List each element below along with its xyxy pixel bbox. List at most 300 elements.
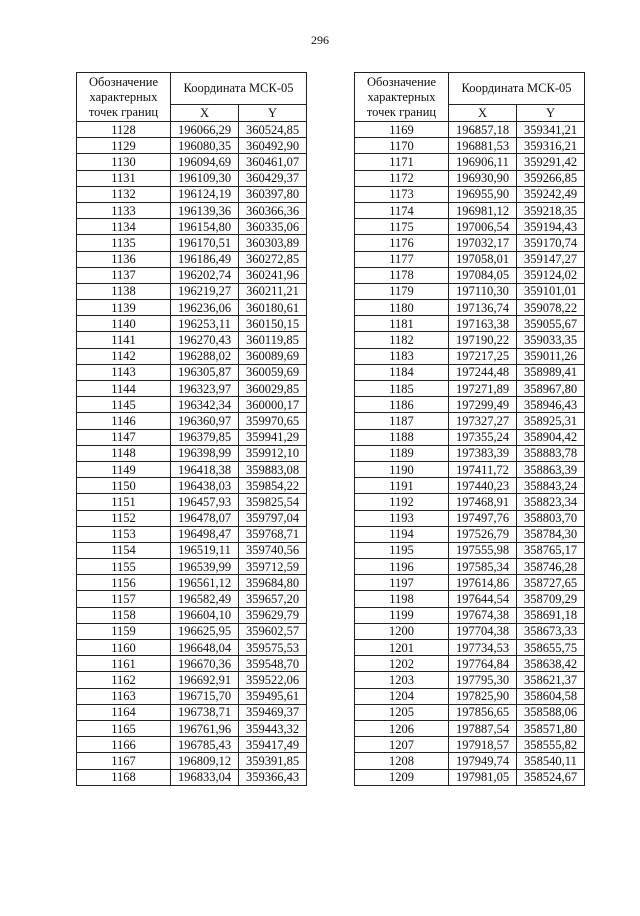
point-number-cell: 1207 xyxy=(355,737,449,753)
page-number: 296 xyxy=(311,33,329,47)
y-coordinate-cell: 359170,74 xyxy=(517,235,585,251)
table-row xyxy=(355,494,585,510)
point-number-cell: 1133 xyxy=(77,202,171,218)
y-coordinate-cell: 359266,85 xyxy=(517,170,585,186)
y-coordinate-cell: 360211,21 xyxy=(239,283,307,299)
point-number-cell: 1173 xyxy=(355,186,449,202)
x-coordinate-cell: 196881,53 xyxy=(449,138,517,154)
x-coordinate-cell: 196080,35 xyxy=(171,138,239,154)
table-row xyxy=(77,478,307,494)
table-row xyxy=(77,413,307,429)
table-row xyxy=(77,348,307,364)
y-coordinate-cell: 359391,85 xyxy=(239,753,307,769)
x-coordinate-cell: 196253,11 xyxy=(171,316,239,332)
point-number-cell: 1176 xyxy=(355,235,449,251)
y-coordinate-cell: 359011,26 xyxy=(517,348,585,364)
table-row xyxy=(355,753,585,769)
point-number-cell: 1160 xyxy=(77,640,171,656)
table-row xyxy=(77,720,307,736)
y-coordinate-cell: 360119,85 xyxy=(239,332,307,348)
x-coordinate-cell: 196124,19 xyxy=(171,186,239,202)
table-body-left xyxy=(77,122,307,786)
point-number-cell: 1169 xyxy=(355,122,449,138)
table-row xyxy=(355,235,585,251)
y-coordinate-cell: 360429,37 xyxy=(239,170,307,186)
y-coordinate-cell: 358784,30 xyxy=(517,526,585,542)
table-row xyxy=(77,607,307,623)
point-number-cell: 1192 xyxy=(355,494,449,510)
x-coordinate-cell: 197949,74 xyxy=(449,753,517,769)
point-number-cell: 1161 xyxy=(77,656,171,672)
x-coordinate-cell: 196906,11 xyxy=(449,154,517,170)
y-coordinate-cell: 358989,41 xyxy=(517,364,585,380)
x-coordinate-cell: 196930,90 xyxy=(449,170,517,186)
table-row xyxy=(77,753,307,769)
table-row xyxy=(355,607,585,623)
x-coordinate-cell: 196955,90 xyxy=(449,186,517,202)
table-row xyxy=(355,219,585,235)
x-coordinate-cell: 197327,27 xyxy=(449,413,517,429)
point-number-cell: 1209 xyxy=(355,769,449,785)
table-row xyxy=(77,186,307,202)
table-row xyxy=(355,559,585,575)
table-row xyxy=(355,526,585,542)
y-coordinate-cell: 359443,32 xyxy=(239,720,307,736)
x-coordinate-cell: 196305,87 xyxy=(171,364,239,380)
x-coordinate-cell: 196398,99 xyxy=(171,445,239,461)
point-number-cell: 1155 xyxy=(77,559,171,575)
table-row xyxy=(77,170,307,186)
x-coordinate-cell: 197411,72 xyxy=(449,461,517,477)
x-coordinate-cell: 196457,93 xyxy=(171,494,239,510)
table-row xyxy=(355,122,585,138)
y-coordinate-cell: 358823,34 xyxy=(517,494,585,510)
designation-header: Обозначение характерных точек границ xyxy=(355,73,449,122)
x-coordinate-cell: 196109,30 xyxy=(171,170,239,186)
point-number-cell: 1187 xyxy=(355,413,449,429)
point-number-cell: 1153 xyxy=(77,526,171,542)
table-row xyxy=(77,267,307,283)
point-number-cell: 1165 xyxy=(77,720,171,736)
x-coordinate-cell: 196539,99 xyxy=(171,559,239,575)
x-coordinate-cell: 196561,12 xyxy=(171,575,239,591)
point-number-cell: 1136 xyxy=(77,251,171,267)
x-coordinate-cell: 197440,23 xyxy=(449,478,517,494)
point-number-cell: 1179 xyxy=(355,283,449,299)
table-row xyxy=(355,720,585,736)
y-coordinate-cell: 359684,80 xyxy=(239,575,307,591)
x-coordinate-cell: 197764,84 xyxy=(449,656,517,672)
y-coordinate-cell: 359575,53 xyxy=(239,640,307,656)
table-row xyxy=(355,688,585,704)
point-number-cell: 1145 xyxy=(77,397,171,413)
table-row xyxy=(77,445,307,461)
y-coordinate-cell: 358638,42 xyxy=(517,656,585,672)
point-number-cell: 1149 xyxy=(77,461,171,477)
point-number-cell: 1180 xyxy=(355,300,449,316)
y-coordinate-cell: 358604,58 xyxy=(517,688,585,704)
y-coordinate-cell: 358904,42 xyxy=(517,429,585,445)
point-number-cell: 1208 xyxy=(355,753,449,769)
x-coordinate-cell: 196981,12 xyxy=(449,202,517,218)
x-coordinate-cell: 196236,06 xyxy=(171,300,239,316)
y-coordinate-cell: 359078,22 xyxy=(517,300,585,316)
table-row xyxy=(355,510,585,526)
y-coordinate-cell: 360303,89 xyxy=(239,235,307,251)
x-header: X xyxy=(171,105,239,122)
coordinates-table-right xyxy=(354,72,585,786)
y-coordinate-cell: 358843,24 xyxy=(517,478,585,494)
x-coordinate-cell: 197555,98 xyxy=(449,542,517,558)
point-number-cell: 1166 xyxy=(77,737,171,753)
x-coordinate-cell: 197918,57 xyxy=(449,737,517,753)
y-coordinate-cell: 359124,02 xyxy=(517,267,585,283)
point-number-cell: 1201 xyxy=(355,640,449,656)
table-row xyxy=(355,332,585,348)
y-coordinate-cell: 358883,78 xyxy=(517,445,585,461)
point-number-cell: 1186 xyxy=(355,397,449,413)
table-row xyxy=(77,332,307,348)
x-coordinate-cell: 197468,91 xyxy=(449,494,517,510)
x-header: X xyxy=(449,105,517,122)
x-coordinate-cell: 196186,49 xyxy=(171,251,239,267)
table-row xyxy=(355,251,585,267)
table-row xyxy=(77,300,307,316)
point-number-cell: 1189 xyxy=(355,445,449,461)
point-number-cell: 1204 xyxy=(355,688,449,704)
y-coordinate-cell: 359970,65 xyxy=(239,413,307,429)
x-coordinate-cell: 196833,04 xyxy=(171,769,239,785)
x-coordinate-cell: 197383,39 xyxy=(449,445,517,461)
x-coordinate-cell: 197190,22 xyxy=(449,332,517,348)
x-coordinate-cell: 196785,43 xyxy=(171,737,239,753)
y-coordinate-cell: 359242,49 xyxy=(517,186,585,202)
x-coordinate-cell: 197497,76 xyxy=(449,510,517,526)
point-number-cell: 1156 xyxy=(77,575,171,591)
table-row xyxy=(77,623,307,639)
x-coordinate-cell: 196715,70 xyxy=(171,688,239,704)
coordinates-table-left xyxy=(76,72,307,786)
y-coordinate-cell: 358765,17 xyxy=(517,542,585,558)
table-row xyxy=(77,154,307,170)
point-number-cell: 1144 xyxy=(77,381,171,397)
y-coordinate-cell: 358803,70 xyxy=(517,510,585,526)
x-coordinate-cell: 197526,79 xyxy=(449,526,517,542)
y-coordinate-cell: 359055,67 xyxy=(517,316,585,332)
y-coordinate-cell: 360241,96 xyxy=(239,267,307,283)
point-number-cell: 1181 xyxy=(355,316,449,332)
x-coordinate-cell: 196670,36 xyxy=(171,656,239,672)
y-coordinate-cell: 359218,35 xyxy=(517,202,585,218)
x-coordinate-cell: 197163,38 xyxy=(449,316,517,332)
point-number-cell: 1168 xyxy=(77,769,171,785)
y-coordinate-cell: 360524,85 xyxy=(239,122,307,138)
table-row xyxy=(355,300,585,316)
x-coordinate-cell: 196219,27 xyxy=(171,283,239,299)
table-row xyxy=(355,413,585,429)
point-number-cell: 1198 xyxy=(355,591,449,607)
x-coordinate-cell: 196270,43 xyxy=(171,332,239,348)
table-row xyxy=(355,186,585,202)
x-coordinate-cell: 197614,86 xyxy=(449,575,517,591)
x-coordinate-cell: 197006,54 xyxy=(449,219,517,235)
table-row xyxy=(77,138,307,154)
coordinate-group-header: Координата МСК-05 xyxy=(449,73,585,105)
table-row xyxy=(355,591,585,607)
point-number-cell: 1190 xyxy=(355,461,449,477)
x-coordinate-cell: 196170,51 xyxy=(171,235,239,251)
point-number-cell: 1151 xyxy=(77,494,171,510)
table-row xyxy=(77,364,307,380)
point-number-cell: 1203 xyxy=(355,672,449,688)
table-row xyxy=(77,526,307,542)
point-number-cell: 1141 xyxy=(77,332,171,348)
table-row xyxy=(355,348,585,364)
point-number-cell: 1138 xyxy=(77,283,171,299)
table-row xyxy=(355,623,585,639)
point-number-cell: 1132 xyxy=(77,186,171,202)
x-coordinate-cell: 197825,90 xyxy=(449,688,517,704)
point-number-cell: 1146 xyxy=(77,413,171,429)
point-number-cell: 1194 xyxy=(355,526,449,542)
point-number-cell: 1159 xyxy=(77,623,171,639)
y-coordinate-cell: 358588,06 xyxy=(517,704,585,720)
x-coordinate-cell: 197110,30 xyxy=(449,283,517,299)
table-row xyxy=(355,575,585,591)
x-coordinate-cell: 197084,05 xyxy=(449,267,517,283)
x-coordinate-cell: 197674,38 xyxy=(449,607,517,623)
table-row xyxy=(77,461,307,477)
point-number-cell: 1150 xyxy=(77,478,171,494)
y-coordinate-cell: 359316,21 xyxy=(517,138,585,154)
table-row xyxy=(355,154,585,170)
point-number-cell: 1195 xyxy=(355,542,449,558)
y-coordinate-cell: 359101,01 xyxy=(517,283,585,299)
point-number-cell: 1129 xyxy=(77,138,171,154)
table-row xyxy=(355,397,585,413)
y-coordinate-cell: 359941,29 xyxy=(239,429,307,445)
x-coordinate-cell: 197299,49 xyxy=(449,397,517,413)
y-coordinate-cell: 358863,39 xyxy=(517,461,585,477)
point-number-cell: 1137 xyxy=(77,267,171,283)
y-coordinate-cell: 359883,08 xyxy=(239,461,307,477)
point-number-cell: 1164 xyxy=(77,704,171,720)
y-coordinate-cell: 359768,71 xyxy=(239,526,307,542)
table-row xyxy=(77,397,307,413)
point-number-cell: 1199 xyxy=(355,607,449,623)
point-number-cell: 1167 xyxy=(77,753,171,769)
y-coordinate-cell: 359469,37 xyxy=(239,704,307,720)
table-row xyxy=(77,688,307,704)
x-coordinate-cell: 196761,96 xyxy=(171,720,239,736)
y-coordinate-cell: 360029,85 xyxy=(239,381,307,397)
y-coordinate-cell: 359341,21 xyxy=(517,122,585,138)
point-number-cell: 1143 xyxy=(77,364,171,380)
x-coordinate-cell: 196139,36 xyxy=(171,202,239,218)
table-body-right xyxy=(355,122,585,786)
x-coordinate-cell: 196288,02 xyxy=(171,348,239,364)
y-coordinate-cell: 360150,15 xyxy=(239,316,307,332)
x-coordinate-cell: 197355,24 xyxy=(449,429,517,445)
table-row xyxy=(355,170,585,186)
table-row xyxy=(355,704,585,720)
point-number-cell: 1206 xyxy=(355,720,449,736)
point-number-cell: 1197 xyxy=(355,575,449,591)
y-coordinate-cell: 359825,54 xyxy=(239,494,307,510)
table-row xyxy=(77,640,307,656)
x-coordinate-cell: 197585,34 xyxy=(449,559,517,575)
x-coordinate-cell: 197981,05 xyxy=(449,769,517,785)
x-coordinate-cell: 197856,65 xyxy=(449,704,517,720)
x-coordinate-cell: 196154,80 xyxy=(171,219,239,235)
table-row xyxy=(77,591,307,607)
y-coordinate-cell: 360461,07 xyxy=(239,154,307,170)
y-coordinate-cell: 360335,06 xyxy=(239,219,307,235)
table-row xyxy=(77,656,307,672)
x-coordinate-cell: 197244,48 xyxy=(449,364,517,380)
point-number-cell: 1178 xyxy=(355,267,449,283)
table-row xyxy=(77,559,307,575)
designation-header: Обозначение характерных точек границ xyxy=(77,73,171,122)
y-coordinate-cell: 360366,36 xyxy=(239,202,307,218)
x-coordinate-cell: 197271,89 xyxy=(449,381,517,397)
point-number-cell: 1183 xyxy=(355,348,449,364)
y-coordinate-cell: 360089,69 xyxy=(239,348,307,364)
y-coordinate-cell: 358571,80 xyxy=(517,720,585,736)
y-header: Y xyxy=(517,105,585,122)
y-coordinate-cell: 359797,04 xyxy=(239,510,307,526)
x-coordinate-cell: 196857,18 xyxy=(449,122,517,138)
y-coordinate-cell: 358925,31 xyxy=(517,413,585,429)
table-row xyxy=(355,429,585,445)
y-coordinate-cell: 360059,69 xyxy=(239,364,307,380)
x-coordinate-cell: 196438,03 xyxy=(171,478,239,494)
y-coordinate-cell: 358621,37 xyxy=(517,672,585,688)
table-row xyxy=(77,494,307,510)
table-row xyxy=(77,575,307,591)
x-coordinate-cell: 197217,25 xyxy=(449,348,517,364)
table-row xyxy=(77,429,307,445)
x-coordinate-cell: 196066,29 xyxy=(171,122,239,138)
y-coordinate-cell: 359740,56 xyxy=(239,542,307,558)
point-number-cell: 1205 xyxy=(355,704,449,720)
point-number-cell: 1148 xyxy=(77,445,171,461)
x-coordinate-cell: 197032,17 xyxy=(449,235,517,251)
x-coordinate-cell: 196604,10 xyxy=(171,607,239,623)
x-coordinate-cell: 196582,49 xyxy=(171,591,239,607)
x-coordinate-cell: 197644,54 xyxy=(449,591,517,607)
x-coordinate-cell: 196379,85 xyxy=(171,429,239,445)
x-coordinate-cell: 197136,74 xyxy=(449,300,517,316)
point-number-cell: 1158 xyxy=(77,607,171,623)
table-row xyxy=(77,316,307,332)
x-coordinate-cell: 197887,54 xyxy=(449,720,517,736)
table-row xyxy=(77,769,307,785)
y-coordinate-cell: 359657,20 xyxy=(239,591,307,607)
point-number-cell: 1193 xyxy=(355,510,449,526)
x-coordinate-cell: 197795,30 xyxy=(449,672,517,688)
x-coordinate-cell: 196094,69 xyxy=(171,154,239,170)
table-row xyxy=(355,656,585,672)
table-row xyxy=(355,542,585,558)
point-number-cell: 1170 xyxy=(355,138,449,154)
x-coordinate-cell: 196625,95 xyxy=(171,623,239,639)
point-number-cell: 1185 xyxy=(355,381,449,397)
table-row xyxy=(77,219,307,235)
x-coordinate-cell: 196360,97 xyxy=(171,413,239,429)
y-coordinate-cell: 358709,29 xyxy=(517,591,585,607)
point-number-cell: 1191 xyxy=(355,478,449,494)
point-number-cell: 1177 xyxy=(355,251,449,267)
y-coordinate-cell: 360397,80 xyxy=(239,186,307,202)
table-row xyxy=(77,510,307,526)
y-coordinate-cell: 358540,11 xyxy=(517,753,585,769)
y-coordinate-cell: 359417,49 xyxy=(239,737,307,753)
y-coordinate-cell: 358524,67 xyxy=(517,769,585,785)
y-coordinate-cell: 359495,61 xyxy=(239,688,307,704)
table-row xyxy=(355,202,585,218)
table-row xyxy=(77,283,307,299)
y-coordinate-cell: 358655,75 xyxy=(517,640,585,656)
table-row xyxy=(77,542,307,558)
x-coordinate-cell: 196418,38 xyxy=(171,461,239,477)
y-coordinate-cell: 360492,90 xyxy=(239,138,307,154)
point-number-cell: 1130 xyxy=(77,154,171,170)
y-coordinate-cell: 359194,43 xyxy=(517,219,585,235)
point-number-cell: 1157 xyxy=(77,591,171,607)
x-coordinate-cell: 196809,12 xyxy=(171,753,239,769)
y-coordinate-cell: 360000,17 xyxy=(239,397,307,413)
point-number-cell: 1139 xyxy=(77,300,171,316)
y-coordinate-cell: 359712,59 xyxy=(239,559,307,575)
point-number-cell: 1172 xyxy=(355,170,449,186)
y-coordinate-cell: 358727,65 xyxy=(517,575,585,591)
table-row xyxy=(355,445,585,461)
y-coordinate-cell: 359291,42 xyxy=(517,154,585,170)
table-row xyxy=(355,737,585,753)
table-row xyxy=(355,769,585,785)
table-row xyxy=(355,138,585,154)
point-number-cell: 1184 xyxy=(355,364,449,380)
point-number-cell: 1128 xyxy=(77,122,171,138)
point-number-cell: 1147 xyxy=(77,429,171,445)
point-number-cell: 1154 xyxy=(77,542,171,558)
x-coordinate-cell: 196738,71 xyxy=(171,704,239,720)
x-coordinate-cell: 197058,01 xyxy=(449,251,517,267)
table-row xyxy=(77,704,307,720)
y-coordinate-cell: 358673,33 xyxy=(517,623,585,639)
point-number-cell: 1135 xyxy=(77,235,171,251)
y-coordinate-cell: 359522,06 xyxy=(239,672,307,688)
point-number-cell: 1140 xyxy=(77,316,171,332)
coordinate-group-header: Координата МСК-05 xyxy=(171,73,307,105)
x-coordinate-cell: 197704,38 xyxy=(449,623,517,639)
point-number-cell: 1200 xyxy=(355,623,449,639)
table-row xyxy=(355,461,585,477)
point-number-cell: 1134 xyxy=(77,219,171,235)
y-coordinate-cell: 359548,70 xyxy=(239,656,307,672)
table-row xyxy=(355,640,585,656)
point-number-cell: 1131 xyxy=(77,170,171,186)
point-number-cell: 1196 xyxy=(355,559,449,575)
table-row xyxy=(77,737,307,753)
y-coordinate-cell: 359912,10 xyxy=(239,445,307,461)
y-coordinate-cell: 359033,35 xyxy=(517,332,585,348)
y-coordinate-cell: 359147,27 xyxy=(517,251,585,267)
y-header: Y xyxy=(239,105,307,122)
x-coordinate-cell: 196648,04 xyxy=(171,640,239,656)
point-number-cell: 1182 xyxy=(355,332,449,348)
